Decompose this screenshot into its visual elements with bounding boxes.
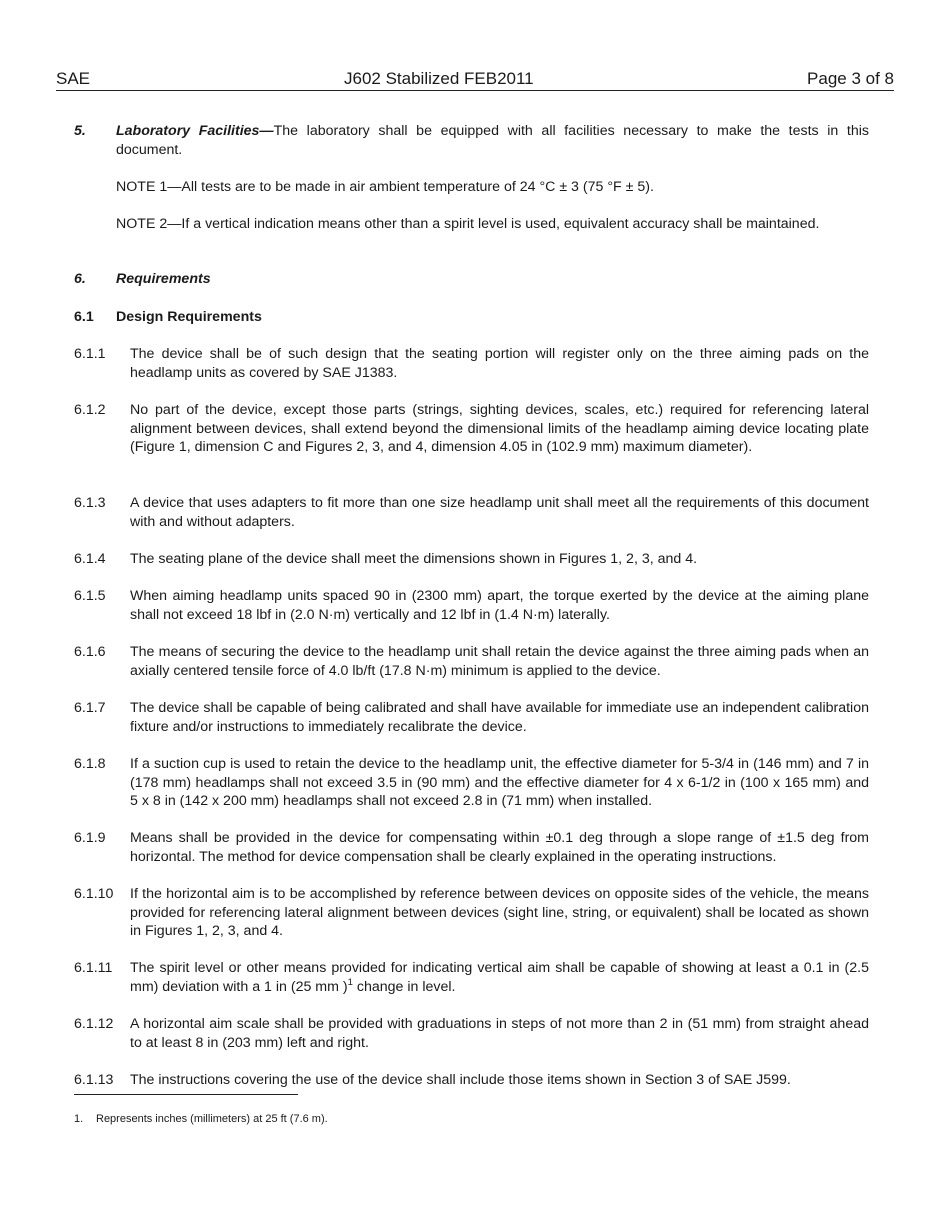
clause-text: A device that uses adapters to fit more than one size headlamp unit shall meet all the requirements of this document with and without adapters. — [130, 495, 869, 530]
section-number: 5. — [74, 123, 86, 139]
note-2 — [116, 215, 869, 234]
clause-number: 6.1.4 — [74, 551, 106, 567]
clause-number: 6.1.1 — [74, 346, 106, 362]
clause-text: A horizontal aim scale shall be provided with graduations in steps of not more than 2 in (51 mm) from straight ahead to at least 8 in (203 mm) left and right. — [130, 1016, 869, 1051]
clause-number: 6.1.3 — [74, 495, 106, 511]
footnote-number: 1. — [74, 1113, 84, 1125]
clause-text: The instructions covering the use of the device shall include those items shown in Section 3 of SAE J599. — [130, 1072, 791, 1088]
clause-text: If a suction cup is used to retain the device to the headlamp unit, the effective diameter for 5-3/4 in (146 mm) and 7 in (178 mm) headlamps shall not exceed 3.5 in (90 mm) and the effective diameter for 4 x 6-1/2 in (100 x 165 mm) and 5 x 8 in (142 x 200 mm) headlamps shall not exceed 2.8 in (71 mm) when installed. — [130, 756, 869, 810]
section-title: Design Requirements — [116, 309, 262, 325]
footnote-ref: 1 — [347, 976, 353, 988]
header-org: SAE — [56, 69, 91, 88]
section-body — [116, 122, 869, 159]
clause-number: 6.1.5 — [74, 588, 106, 604]
page-header — [56, 68, 894, 91]
footnote-divider — [74, 1094, 298, 1095]
section-text: The laboratory shall be equipped with all facilities necessary to make the tests in this document. — [116, 123, 869, 158]
section-number: 6.1 — [74, 309, 94, 325]
header-doc-id: J602 Stabilized FEB2011 — [344, 69, 534, 88]
clause-text: The seating plane of the device shall meet the dimensions shown in Figures 1, 2, 3, and 4. — [130, 551, 698, 567]
header-page-number: Page 3 of 8 — [807, 69, 894, 88]
clause-number: 6.1.7 — [74, 700, 106, 716]
clause-number: 6.1.2 — [74, 402, 106, 418]
clause-number: 6.1.11 — [74, 960, 113, 976]
clause-number: 6.1.9 — [74, 830, 106, 846]
clause-text-b: change in level. — [352, 978, 456, 995]
clause-text: The means of securing the device to the headlamp unit shall retain the device against the three aiming pads when an axially centered tensile force of 4.0 lb/ft (17.8 N·m) minimum is applied to the device. — [130, 644, 869, 679]
clause-text: Means shall be provided in the device for compensating within ±0.1 deg through a slope range of ±1.5 deg from horizontal. The method for device compensation shall be clearly explained in the operating instructions. — [130, 830, 869, 865]
section-number: 6. — [74, 271, 86, 287]
note-1 — [116, 178, 869, 197]
clause-number: 6.1.10 — [74, 886, 114, 902]
clause-text — [130, 959, 869, 996]
footnote-text: Represents inches (millimeters) at 25 ft (7.6 m). — [96, 1113, 328, 1125]
clause-text: No part of the device, except those parts (strings, sighting devices, scales, etc.) required for referencing lateral alignment between devices, shall extend beyond the dimensional limits of the headlamp aiming device locating plate (Figure 1, dimension C and Figures 2, 3, and 4, dimension 4.05 in (102.9 mm) maximum diameter). — [130, 402, 869, 456]
clause-text: When aiming headlamp units spaced 90 in (2300 mm) apart, the torque exerted by the device at the aiming plane shall not exceed 18 lbf in (2.0 N·m) vertically and 12 lbf in (1.4 N·m) laterally. — [130, 588, 869, 623]
note-text: NOTE 2—If a vertical indication means other than a spirit level is used, equivalent accuracy shall be maintained. — [116, 216, 820, 232]
clause-number: 6.1.6 — [74, 644, 106, 660]
clause-text: The device shall be of such design that the seating portion will register only on the three aiming pads on the headlamp units as covered by SAE J1383. — [130, 346, 869, 381]
note-text: NOTE 1—All tests are to be made in air ambient temperature of 24 °C ± 3 (75 °F ± 5). — [116, 179, 654, 195]
section-title: Requirements — [116, 271, 211, 287]
clause-text-a: The spirit level or other means provided for indicating vertical aim shall be capable of showing at least a 0.1 in (2.5 mm) deviation with a 1 in (25 mm ) — [130, 960, 869, 995]
clause-number: 6.1.8 — [74, 756, 106, 772]
clause-text: The device shall be capable of being calibrated and shall have available for immediate use an independent calibration fixture and/or instructions to immediately recalibrate the device. — [130, 700, 869, 735]
clause-number: 6.1.13 — [74, 1072, 114, 1088]
clause-text: If the horizontal aim is to be accomplished by reference between devices on opposite sides of the vehicle, the means provided for referencing lateral alignment between devices (sight line, string, or equivalent) shall be located as shown in Figures 1, 2, 3, and 4. — [130, 886, 869, 940]
clause-number: 6.1.12 — [74, 1016, 114, 1032]
section-title: Laboratory Facilities— — [116, 123, 274, 139]
footnote — [74, 1112, 328, 1126]
